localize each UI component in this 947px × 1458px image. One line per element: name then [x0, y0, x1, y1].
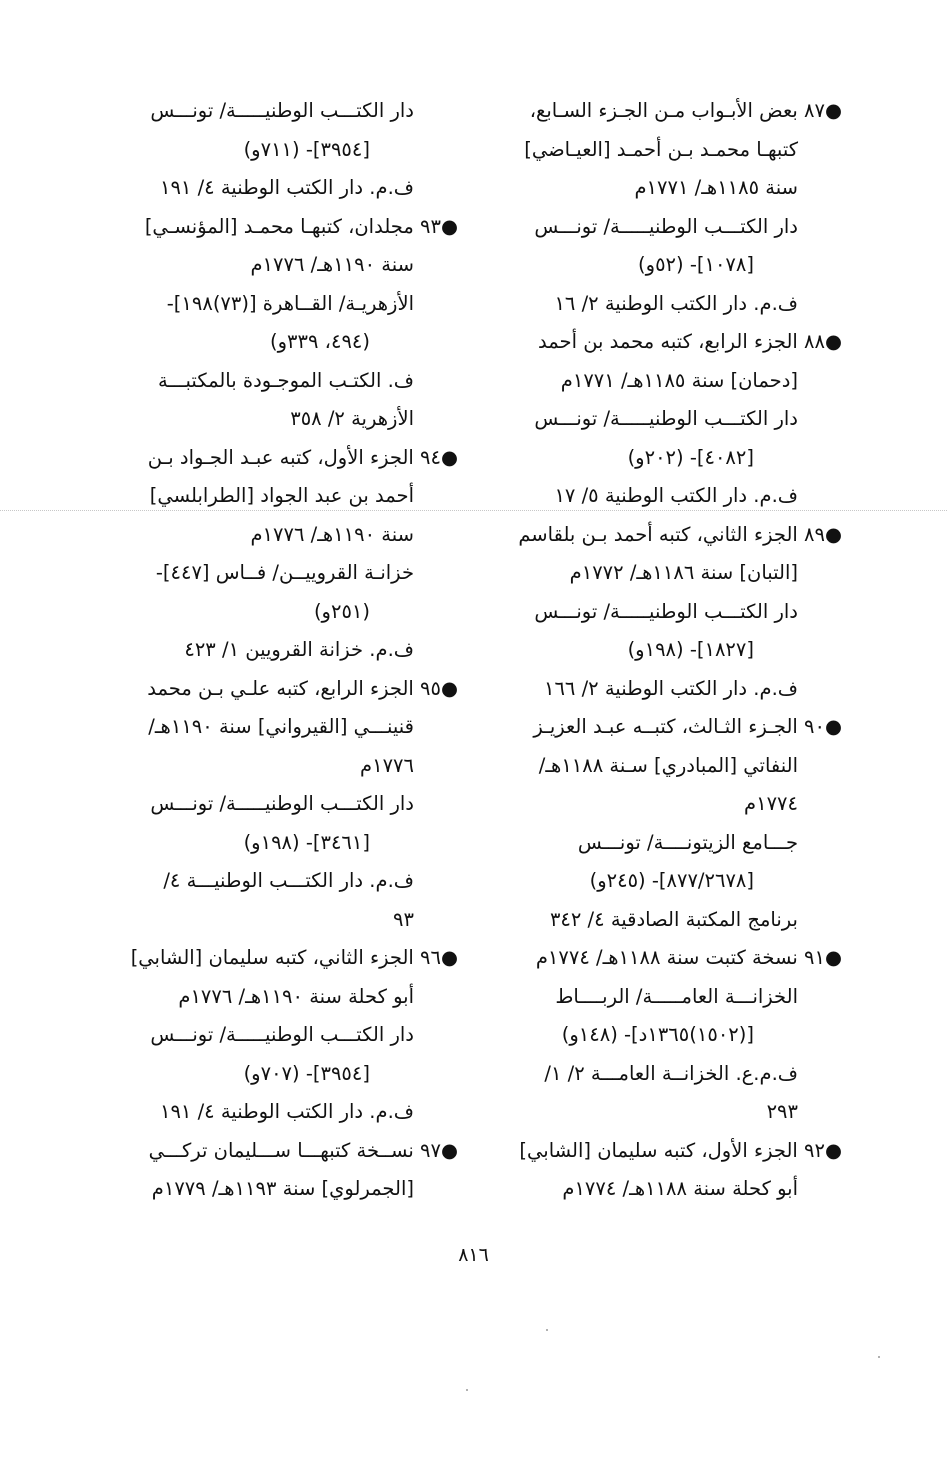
- entry-92: [462, 1132, 842, 1209]
- scan-speck: [466, 1389, 468, 1391]
- entry-88-line-1: ●٨٨ الجزء الرابع، كتبه محمد بن أحمد: [538, 330, 842, 353]
- entry-87-line-2: كتبهـا محمـد بـن أحمـد [العيـاضي]: [524, 137, 798, 161]
- entry-95-line-7: ٩٣: [393, 907, 414, 931]
- entry-91-line-4: ف.م.ع. الخزانــة العامـــة ٢/ ١/: [544, 1061, 798, 1085]
- scan-speck: [878, 1356, 880, 1358]
- entry-95-line-1: ●٩٥ الجزء الرابع، كتبه علـي بـن محمد: [147, 676, 458, 700]
- entry-96-line-2: أبو كحلة سنة ١١٩٠هـ/ ١٧٧٦م: [178, 984, 414, 1008]
- entry-cont-line-3: ف.م. دار الكتب الوطنية ٤/ ١٩١: [159, 176, 414, 199]
- entry-94-line-6: ف.م. خزانة القرويين ١/ ٤٢٣: [184, 638, 414, 661]
- entry-97-line-2: [الجمرلوي] سنة ١١٩٣هـ/ ١٧٧٩م: [151, 1177, 414, 1200]
- entry-94-line-3: سنة ١١٩٠هـ/ ١٧٧٦م: [250, 522, 414, 546]
- entry-93: [108, 208, 458, 439]
- entry-92-line-1: ●٩٢ الجزء الأول، كتبه سليمان [الشابي]: [519, 1138, 842, 1162]
- entry-87-line-4: دار الكتـــب الوطنيـــــة/ تونـــس: [534, 214, 798, 238]
- entry-97: [108, 1132, 458, 1209]
- right-column: [462, 92, 842, 1209]
- entry-88-line-4: [٤٠٨٢]- (٢٠٢و): [627, 445, 754, 469]
- entry-94-line-4: خزانـة القروييــن/ فــاس [٤٤٧]-: [155, 561, 414, 584]
- entry-89: [462, 516, 842, 709]
- entry-90-line-6: برنامج المكتبة الصادقية ٤/ ٣٤٢: [549, 907, 798, 931]
- entry-91: [462, 939, 842, 1132]
- entry-87: [462, 92, 842, 323]
- entry-89-line-5: ف.م. دار الكتب الوطنية ٢/ ١٦٦: [543, 676, 798, 700]
- scan-speck: [546, 1329, 548, 1331]
- entry-93-line-1: ●٩٣ مجلدان، كتبهـا محمـد [المؤنسـي]: [144, 214, 458, 238]
- entry-95-line-4: دار الكتـــب الوطنيـــــة/ تونـــس: [150, 792, 414, 815]
- entry-91-line-3: [(١٥٠٢)١٣٦٥د]- (١٤٨و): [561, 1023, 754, 1046]
- entry-93-line-5: ف. الكتـب الموجـودة بالمكتبـــة: [157, 368, 414, 392]
- entry-cont-line-2: [٣٩٥٤]- (٧١١و): [243, 137, 370, 161]
- entry-95: [108, 670, 458, 940]
- entry-89-line-4: [١٨٢٧]- (١٩٨و): [627, 638, 754, 661]
- entry-88: [462, 323, 842, 516]
- entry-90-line-5: [٨٧٧/٢٦٧٨]- (٢٤٥و): [589, 869, 754, 892]
- entry-96-line-3: دار الكتـــب الوطنيـــــة/ تونـــس: [150, 1023, 414, 1046]
- entry-90-line-3: ١٧٧٤م: [744, 792, 798, 815]
- entry-89-line-3: دار الكتـــب الوطنيـــــة/ تونـــس: [534, 599, 798, 623]
- entry-cont-line-1: دار الكتـــب الوطنيـــــة/ تونـــس: [150, 99, 414, 122]
- entry-94-line-2: أحمد بن عبد الجواد [الطرابلسي]: [149, 484, 414, 507]
- entry-96-line-5: ف.م. دار الكتب الوطنية ٤/ ١٩١: [159, 1100, 414, 1123]
- entry-93-line-6: الأزهرية ٢/ ٣٥٨: [290, 407, 414, 430]
- entry-93-line-2: سنة ١١٩٠هـ/ ١٧٧٦م: [250, 253, 414, 276]
- entry-91-line-1: ●٩١ نسخة كتبت سنة ١١٨٨هـ/ ١٧٧٤م: [535, 946, 842, 969]
- entry-96-continued: [108, 92, 458, 208]
- entry-88-line-2: [دحمان] سنة ١١٨٥هـ/ ١٧٧١م: [560, 368, 798, 392]
- entry-91-line-2: الخزانـــة العامـــــة/ الربــــاط: [555, 984, 798, 1008]
- entry-90-line-1: ●٩٠ الجـزء الثـالث، كتبــه عبـد العزيـز: [533, 715, 842, 738]
- entry-96-line-1: ●٩٦ الجزء الثاني، كتبه سليمان [الشابي]: [130, 946, 458, 969]
- entry-95-line-5: [٣٤٦١]- (١٩٨و): [243, 830, 370, 854]
- entry-95-line-2: قنينـــي [القيرواني] سنة ١١٩٠هـ/: [148, 715, 414, 738]
- entry-94: [108, 439, 458, 670]
- entry-90-line-4: جـــامع الزيتونــــة/ تونـــس: [577, 830, 798, 854]
- entry-95-line-3: ١٧٧٦م: [360, 753, 414, 777]
- entry-96-line-4: [٣٩٥٤]- (٧٠٧و): [243, 1061, 370, 1085]
- entry-97-line-1: ●٩٧ نســخة كتبهـــا ســـليمان تركـــي: [148, 1138, 458, 1162]
- entry-87-line-3: سنة ١١٨٥هـ/ ١٧٧١م: [634, 176, 798, 199]
- entry-89-line-1: ●٨٩ الجزء الثاني، كتبه أحمد بـن بلقاسم: [518, 522, 842, 546]
- entry-96: [108, 939, 458, 1132]
- page-number: ٨١٦: [458, 1244, 489, 1266]
- entry-91-line-5: ٢٩٣: [766, 1100, 798, 1123]
- entry-95-line-6: ف.م. دار الكتـــب الوطنيـــة ٤/: [163, 869, 414, 892]
- entry-92-line-2: أبو كحلة سنة ١١٨٨هـ/ ١٧٧٤م: [562, 1177, 798, 1200]
- entry-88-line-3: دار الكتـــب الوطنيـــــة/ تونـــس: [534, 407, 798, 430]
- entry-94-line-5: (٢٥١و): [313, 599, 370, 623]
- entry-87-line-5: [١٠٧٨]- (٥٢و): [638, 253, 754, 276]
- entry-88-line-5: ف.م. دار الكتب الوطنية ٥/ ١٧: [554, 484, 798, 507]
- entry-93-line-4: (٤٩٤، ٣٣٩و): [270, 330, 370, 353]
- entry-87-line-6: ف.م. دار الكتب الوطنية ٢/ ١٦: [554, 291, 798, 315]
- entry-93-line-3: الأزهريـة/ القــاهرة [(٧٣)١٩٨]-: [166, 291, 414, 315]
- entry-90: [462, 708, 842, 939]
- left-column: [108, 92, 458, 1209]
- entry-94-line-1: ●٩٤ الجزء الأول، كتبه عبـد الجـواد بـن: [147, 445, 458, 469]
- entry-90-line-2: النفاتي [المبادري] سـنة ١١٨٨هـ/: [538, 753, 798, 777]
- entry-87-line-1: ●٨٧ بعض الأبـواب مـن الجـزء السـابع،: [529, 99, 842, 122]
- entry-89-line-2: [التبان] سنة ١١٨٦هـ/ ١٧٧٢م: [569, 561, 798, 584]
